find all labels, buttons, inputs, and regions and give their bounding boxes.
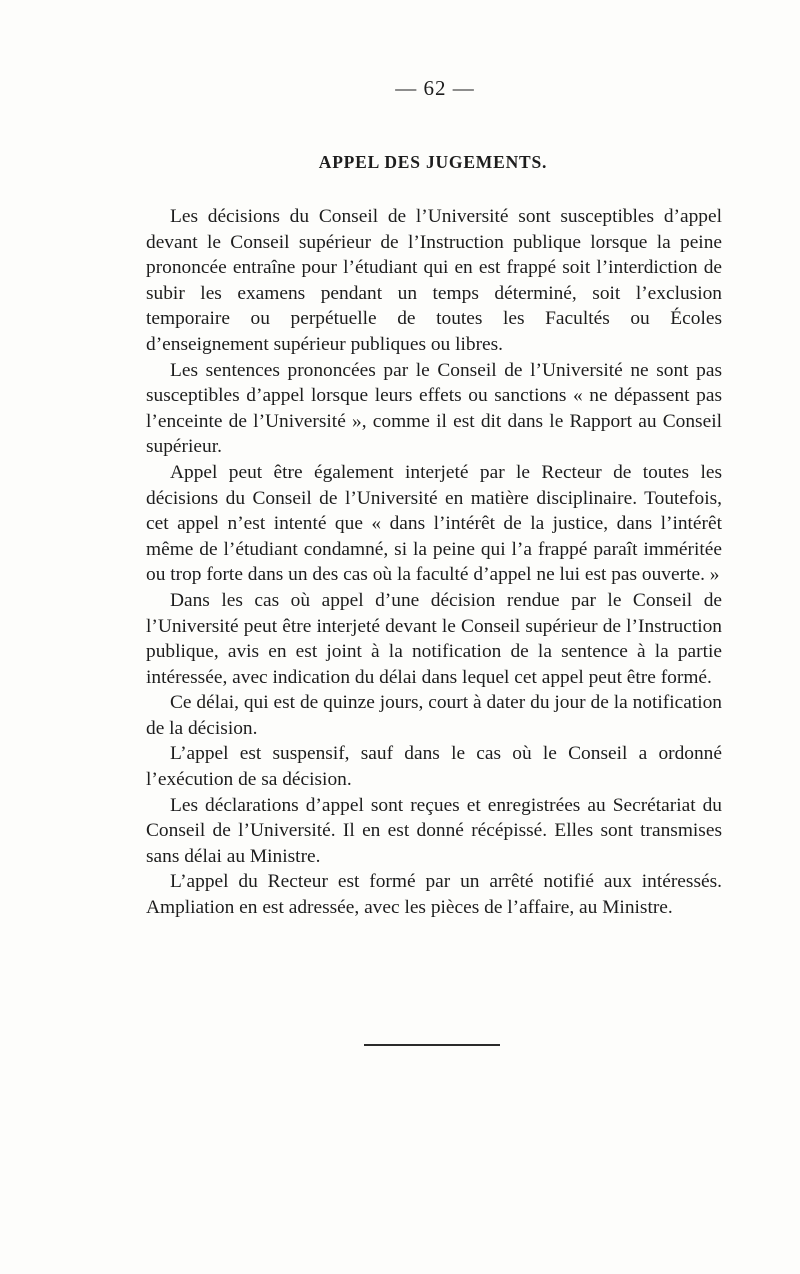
paragraph-non-appealable: Les sentences prononcées par le Conseil de l’Université ne sont pas susceptibles d’appel lorsque leurs effets ou sanctions « ne dépassent pas l’enceinte de l’Université », comme il est dit dans le Rapport au Conseil supérieur.	[146, 359, 722, 458]
paragraph-notification: Dans les cas où appel d’une décision rendue par le Conseil de l’Université peut être interjeté devant le Conseil supérieur de l’Instruction publique, avis en est joint à la notification de la sentence à la partie intéressée, avec indication du délai dans lequel cet appel peut être formé.	[146, 589, 722, 688]
paragraph-rector-decree: L’appel du Recteur est formé par un arrêté notifié aux intéressés. Ampliation en est adressée, avec les pièces de l’affaire, au Ministre.	[146, 871, 722, 919]
paragraph-suspensive: L’appel est suspensif, sauf dans le cas où le Conseil a ordonné l’exécution de sa décision.	[146, 743, 722, 791]
paragraph-appeal-conditions: Les décisions du Conseil de l’Université sont susceptibles d’appel devant le Conseil supérieur de l’Instruction publique lorsque la peine prononcée entraîne pour l’étudiant qui en est frappé soit l’interdiction de subir les examens pendant un temps déterminé, soit l’exclusion temporaire ou perpétuelle de toutes les Facultés ou Écoles d’enseignement supérieur publiques ou libres.	[146, 206, 722, 355]
paragraph-delay: Ce délai, qui est de quinze jours, court à dater du jour de la notification de la décision.	[146, 692, 722, 739]
body-text	[146, 204, 722, 921]
paragraph-declarations: Les déclarations d’appel sont reçues et enregistrées au Secrétariat du Conseil de l’Université. Il en est donné récépissé. Elles sont transmises sans délai au Ministre.	[146, 794, 722, 867]
paragraph-rector-appeal: Appel peut être également interjeté par le Recteur de toutes les décisions du Conseil de l’Université en matière disciplinaire. Toutefois, cet appel n’est intenté que « dans l’intérêt de la justice, dans l’intérêt même de l’étudiant condamné, si la peine qui l’a frappé paraît imméritée ou trop forte dans un des cas où la faculté d’appel ne lui est pas ouverte. »	[146, 461, 722, 586]
page-number: — 62 —	[395, 76, 475, 100]
section-heading: APPEL DES JUGEMENTS.	[318, 152, 548, 172]
closing-rule	[364, 1044, 500, 1046]
